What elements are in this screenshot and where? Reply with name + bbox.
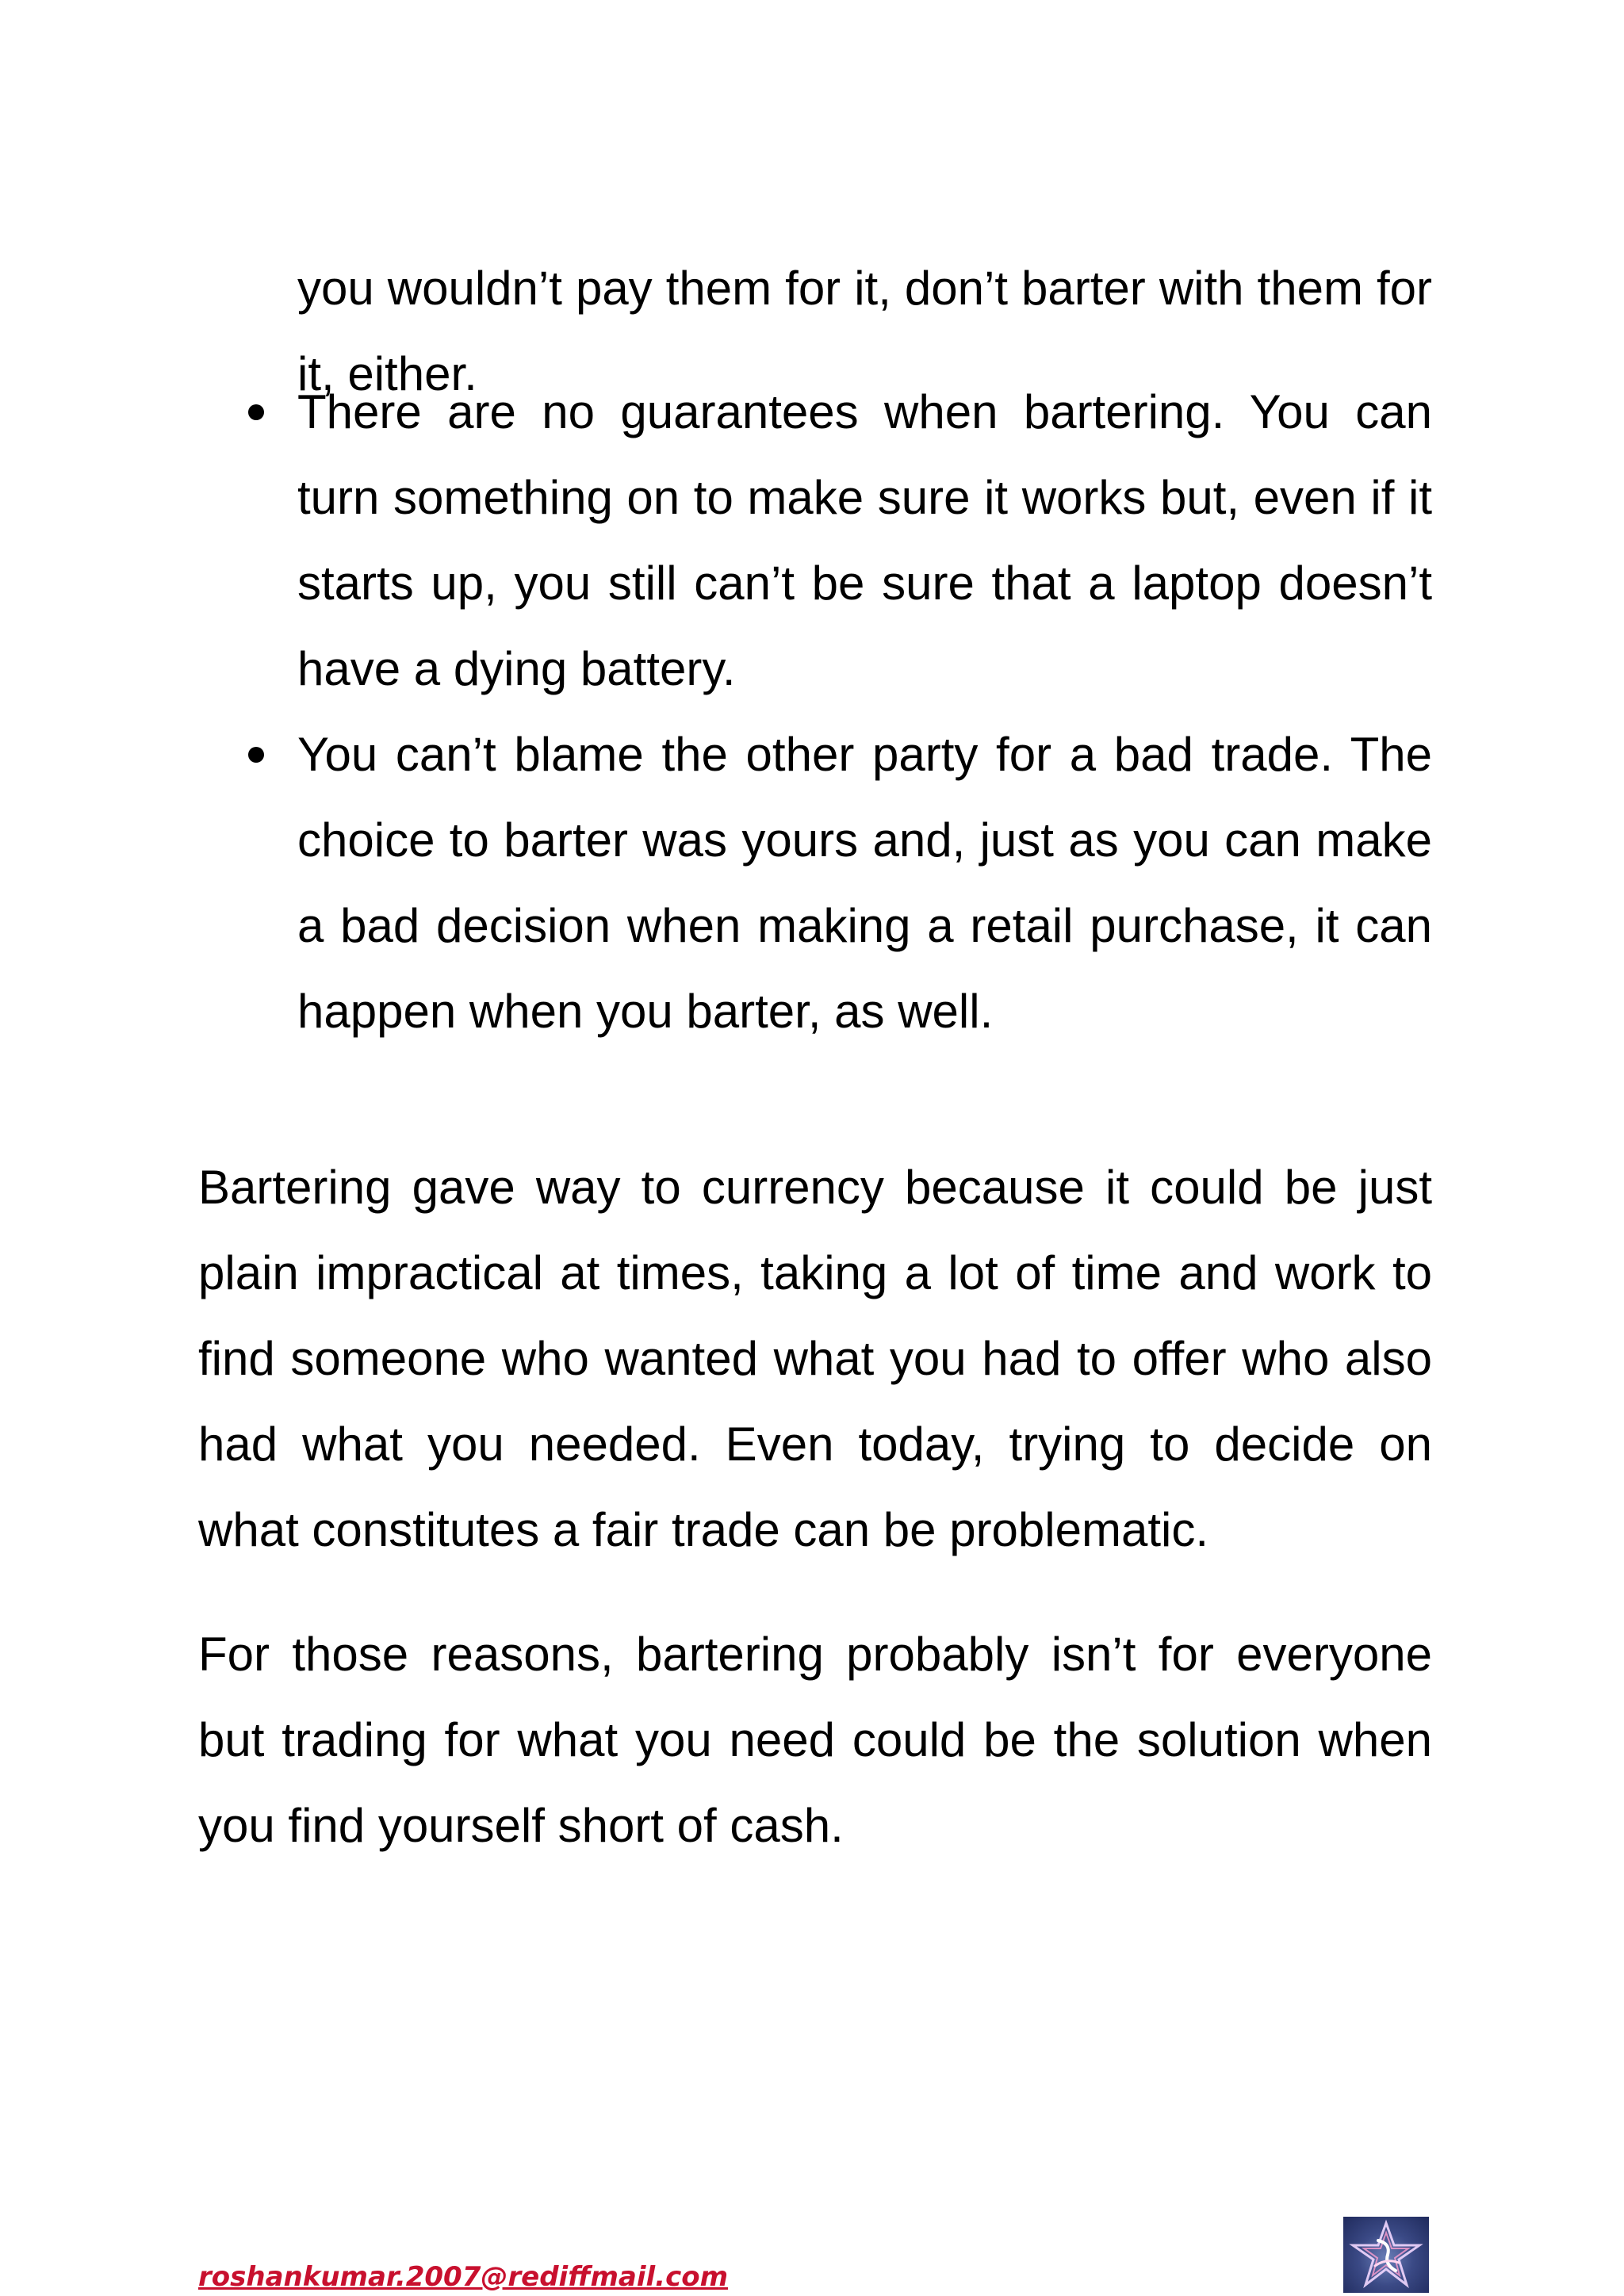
body-paragraph: For those reasons, bartering probably isn’t for everyone but trading for what you need could be the solution when you find yourself short of cash. <box>198 1628 1432 1852</box>
star-logo-icon <box>1343 2217 1429 2293</box>
bullet-dot-icon <box>248 404 264 420</box>
bullet-dot-icon <box>248 747 264 763</box>
bullet-list <box>297 369 1432 1054</box>
body-paragraph: Bartering gave way to currency because it could be just plain impractical at times, taking a lot of time and work to find someone who wanted what you had to offer who also had what you needed. Even today, trying to decide on what constitutes a fair trade can be problematic. <box>198 1161 1432 1556</box>
bullet-item <box>297 712 1432 1054</box>
bullet-text: You can’t blame the other party for a bad trade. The choice to barter was yours and, just as you can make a bad decision when making a retail purchase, it can happen when you barter, as well. <box>297 728 1432 1038</box>
bullet-text: There are no guarantees when bartering. You can turn something on to make sure it works but, even if it starts up, you still can’t be sure that a laptop doesn’t have a dying battery. <box>297 385 1432 695</box>
bullet-item <box>297 369 1432 712</box>
footer-email-link[interactable]: roshankumar.2007@rediffmail.com <box>198 2261 729 2293</box>
continuation-text: you wouldn’t pay them for it, don’t barter with them for it, either. <box>297 262 1432 400</box>
